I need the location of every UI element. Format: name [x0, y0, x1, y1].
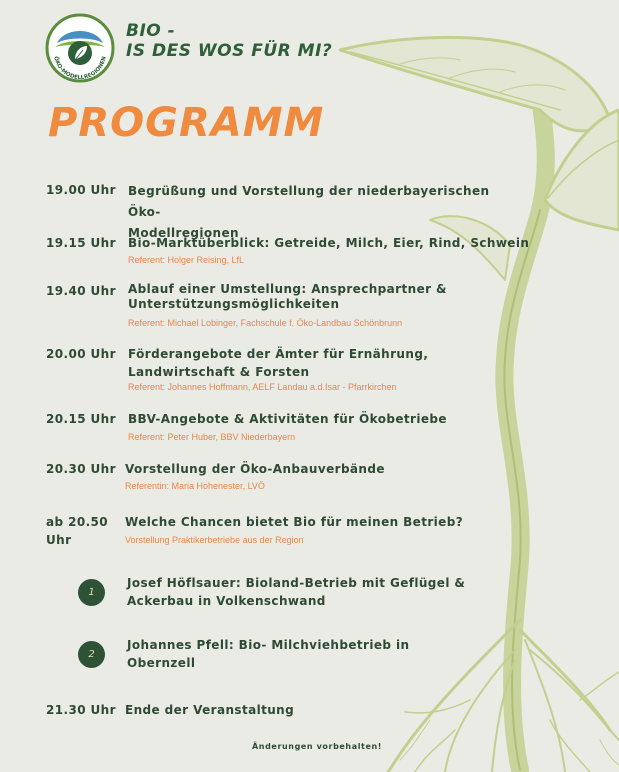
practitioner-number-badge: 1: [78, 579, 105, 606]
tagline: [126, 21, 332, 61]
program-desc: Förderangebote der Ämter für Ernährung, Landwirtschaft & Forsten: [128, 347, 429, 379]
program-speaker: Vorstellung Praktikerbetriebe aus der Region: [125, 535, 304, 545]
program-time: 20.30 Uhr: [46, 462, 116, 476]
program-time: 21.30 Uhr: [46, 703, 116, 717]
logo-ring-text: ÖKO-MODELLREGIONEN: [52, 55, 108, 82]
program-time: ab 20.50 Uhr: [46, 515, 109, 547]
tagline-line-2: IS DES WOS FÜR MI?: [126, 41, 333, 61]
program-time: 19.40 Uhr: [46, 284, 116, 298]
footnote: Änderungen vorbehalten!: [252, 742, 383, 751]
program-desc: Vorstellung der Öko-Anbauverbände: [125, 462, 385, 476]
program-desc: Ende der Veranstaltung: [125, 703, 295, 717]
tagline-line-1: BIO -: [126, 21, 176, 41]
practitioner-number-badge: 2: [78, 641, 105, 668]
program-desc: Begrüßung und Vorstellung der niederbayerischen Öko- Modellregionen: [128, 184, 490, 240]
program-desc: Ablauf einer Umstellung: Ansprechpartner & Unterstützungsmöglichkeiten: [128, 282, 447, 311]
program-time: 20.15 Uhr: [46, 412, 116, 426]
practitioner-desc: Johannes Pfell: Bio- Milchviehbetrieb in Obernzell: [127, 638, 410, 670]
program-speaker: Referent: Peter Huber, BBV Niederbayern: [128, 432, 296, 442]
program-speaker: Referent: Johannes Hoffmann, AELF Landau a.d.Isar - Pfarrkirchen: [128, 382, 397, 392]
program-speaker: Referent: Michael Lobinger, Fachschule f. Öko-Landbau Schönbrunn: [128, 318, 403, 328]
oeko-modellregionen-logo: [45, 13, 115, 83]
program-desc: BBV-Angebote & Aktivitäten für Ökobetriebe: [128, 412, 447, 426]
program-speaker: Referentin: Maria Hohenester, LVÖ: [125, 481, 265, 491]
program-desc: Bio-Marktüberblick: Getreide, Milch, Eier, Rind, Schwein: [128, 236, 530, 250]
program-time: 19.15 Uhr: [46, 236, 116, 250]
program-time: 20.00 Uhr: [46, 347, 116, 361]
practitioner-desc: Josef Höflsauer: Bioland-Betrieb mit Geflügel & Ackerbau in Volkenschwand: [127, 576, 466, 608]
program-desc: Welche Chancen bietet Bio für meinen Betrieb?: [125, 515, 464, 529]
program-time: 19.00 Uhr: [46, 183, 116, 197]
program-speaker: Referent: Holger Reising, LfL: [128, 255, 245, 265]
page-title: PROGRAMM: [48, 100, 325, 146]
